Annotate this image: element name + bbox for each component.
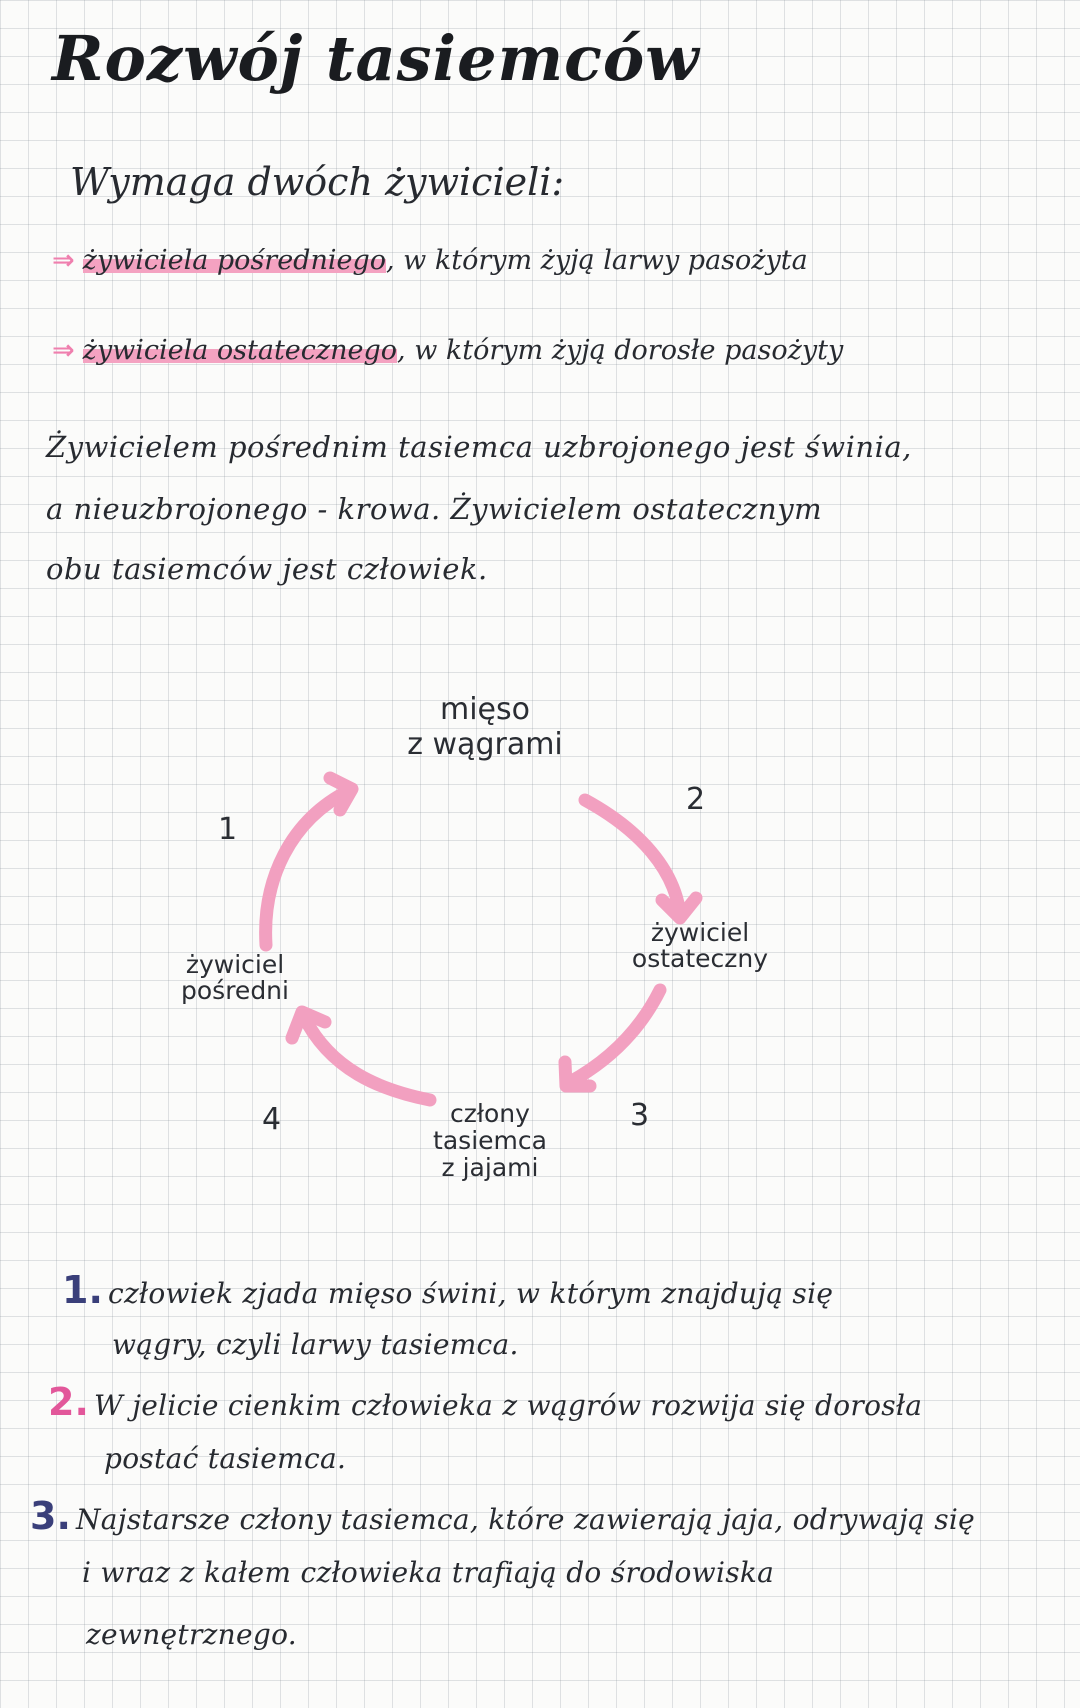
step-text-continued: zewnętrznego. [86, 1618, 297, 1651]
diagram-label-bottom: człony tasiemca z jajami [433, 1099, 547, 1182]
cycle-step-number: 2 [686, 782, 706, 817]
paragraph-line: obu tasiemców jest człowiek. [46, 552, 488, 586]
cycle-step-number: 4 [262, 1102, 282, 1137]
step-number: 3. [30, 1494, 71, 1538]
diagram-label-right: żywiciel ostateczny [631, 918, 769, 973]
step-number: 1. [62, 1268, 103, 1312]
step-text: człowiek zjada mięso świni, w którym znajdują się [107, 1277, 834, 1310]
diagram-label-left: żywiciel pośredni [181, 950, 289, 1005]
step-item [62, 1268, 833, 1312]
page-title: Rozwój tasiemców [52, 22, 700, 95]
arrow-icon: ⇒ [52, 245, 75, 276]
step-number: 2. [48, 1380, 89, 1424]
step-item [48, 1380, 922, 1424]
step-text-continued: postać tasiemca. [104, 1442, 347, 1475]
step-text-continued: wągry, czyli larwy tasiemca. [112, 1328, 519, 1361]
step-item [30, 1494, 975, 1538]
cycle-step-number: 3 [630, 1098, 650, 1133]
step-text: W jelicie cienkim człowieka z wągrów rozwija się dorosła [93, 1389, 923, 1422]
step-text-continued: i wraz z kałem człowieka trafiają do środowiska [82, 1556, 775, 1589]
host-highlight: żywiciela ostatecznego [82, 335, 398, 366]
cycle-step-number: 1 [218, 812, 238, 847]
step-text: Najstarsze człony tasiemca, które zawierają jaja, odrywają się [75, 1503, 976, 1536]
subtitle: Wymaga dwóch żywicieli: [70, 160, 565, 204]
paragraph-line: Żywicielem pośrednim tasiemca uzbrojonego jest świnia, [46, 430, 912, 464]
host-highlight: żywiciela pośredniego [82, 245, 387, 276]
host-description: , w którym żyją larwy pasożyta [386, 245, 808, 276]
diagram-label-top: mięso z wągrami [407, 692, 563, 762]
paragraph-line: a nieuzbrojonego - krowa. Żywicielem ostatecznym [46, 492, 823, 526]
host-description: , w którym żyją dorosłe pasożyty [397, 335, 844, 366]
cycle-arrow-3 [570, 990, 660, 1082]
arrow-icon: ⇒ [52, 335, 75, 366]
